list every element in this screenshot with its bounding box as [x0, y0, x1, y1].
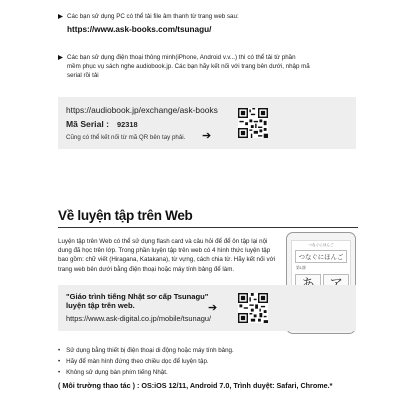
qr-code-icon[interactable] — [238, 108, 268, 138]
phone-text-line-3: serial rồi tải — [67, 72, 99, 80]
serial-label: Mã Serial : — [66, 119, 109, 129]
serial-code — [66, 119, 138, 129]
audiobook-url[interactable]: https://audiobook.jp/exchange/ask-books — [66, 105, 218, 115]
phone-text-line-1: Các bạn sử dụng điện thoại thông minh(iPhone, Android v.v...) thì có thể tải từ phần — [67, 54, 296, 61]
note-item — [58, 356, 368, 367]
pc-download-url[interactable]: https://www.ask-books.com/tsunagu/ — [67, 25, 212, 35]
section-divider — [58, 227, 358, 228]
qr-code-icon[interactable] — [238, 293, 268, 323]
note-text: Không sử dụng bàn phím tiếng Nhật. — [66, 369, 168, 376]
pc-download-section — [58, 12, 358, 34]
web-practice-title: "Giáo trình tiếng Nhật sơ cấp Tsunagu" — [66, 292, 209, 301]
triangle-bullet-icon — [58, 55, 63, 60]
note-item — [58, 367, 368, 378]
web-practice-subtitle: luyện tập trên web. — [66, 301, 135, 310]
pc-download-text: Các bạn sử dụng PC có thể tải file âm thanh từ trang web sau: — [67, 13, 239, 20]
triangle-bullet-icon — [58, 14, 63, 19]
phone-bullet — [58, 53, 358, 81]
phone-download-section — [58, 53, 358, 81]
section-body: Luyện tập trên Web có thể sử dụng flash card và câu hỏi để để ôn tập lại nội dung đã học trên lớp. Trong phần luyện tập trên web có 4 hình thức luyện tập bao gồm: chữ viết (Hiragana, Katakana), từ vựng, cách chia từ. Hãy kết nối với trang web bên dưới bằng điện thoại hoặc máy tính bảng để làm. — [58, 238, 276, 273]
phone-text-line-2: mềm phục vụ sách nghe audiobook.jp. Các bạn hãy kết nối với trang bên dưới, nhập mã — [67, 63, 310, 71]
note-item — [58, 345, 368, 356]
environment-requirements: ( Môi trường thao tác ) : OS:iOS 12/11, Android 7.0, Trình duyệt: Safari, Chrome.* — [58, 381, 333, 390]
usage-notes — [58, 345, 368, 378]
phone-lesson-label: 第1課 — [296, 266, 306, 270]
dot-bullet-icon: • — [58, 369, 61, 376]
note-text: Hãy để màn hình đứng theo chiều dọc để luyện tập. — [66, 358, 209, 365]
qr-note: Cũng có thể kết nối từ mã QR bên tay phải. — [66, 134, 186, 141]
section-title: Về luyện tập trên Web — [58, 208, 193, 223]
audiobook-box — [58, 97, 356, 149]
dot-bullet-icon: • — [58, 358, 61, 365]
pc-bullet — [58, 12, 358, 21]
arrow-right-icon: ➔ — [202, 130, 212, 142]
dot-bullet-icon: • — [58, 347, 61, 354]
web-practice-url[interactable]: https://www.ask-digital.co.jp/mobile/tsunagu/ — [66, 314, 212, 323]
serial-value: 92318 — [117, 120, 138, 129]
phone-app-logo: つなぐにほんご — [295, 250, 347, 263]
phone-app-header: つなぐにほんご — [308, 243, 334, 247]
web-practice-box — [58, 285, 356, 331]
arrow-right-icon: ➔ — [208, 302, 218, 314]
note-text: Sử dụng bằng thiết bị điện thoại di động hoặc máy tính bảng. — [66, 347, 234, 354]
